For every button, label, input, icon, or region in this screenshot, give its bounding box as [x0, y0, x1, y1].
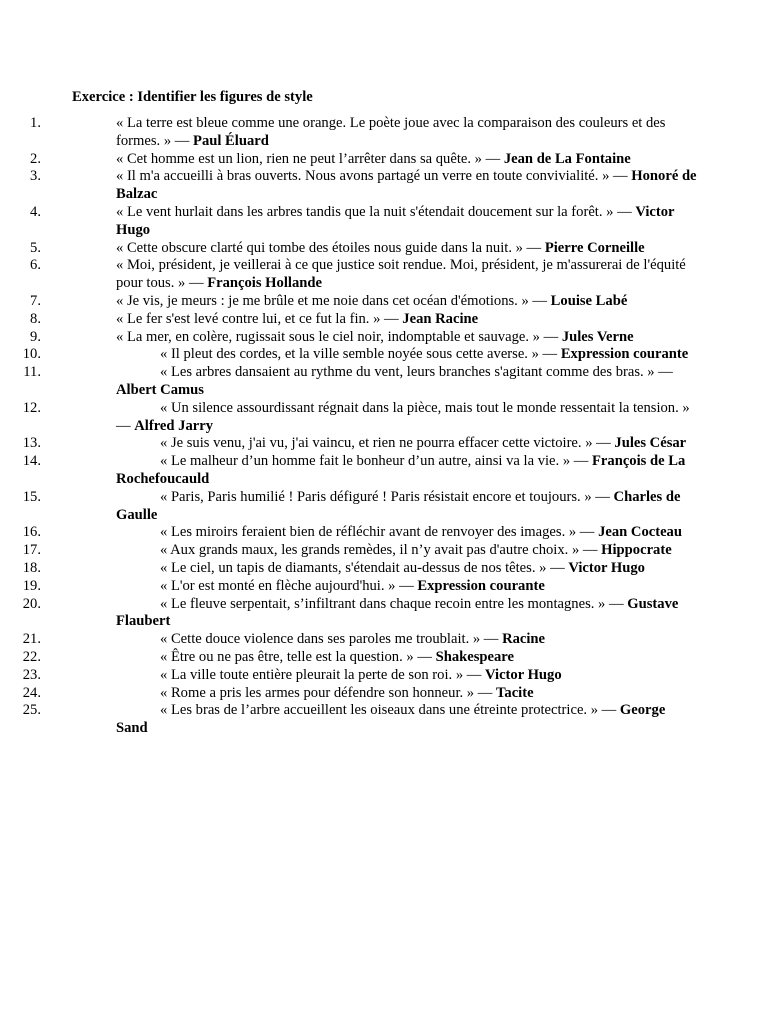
quote-text: « Le fer s'est levé contre lui, et ce fut la fin. » —	[116, 310, 399, 327]
item-number: 17.	[22, 542, 41, 559]
quote-item	[0, 489, 700, 525]
quote-item	[0, 685, 700, 703]
quote-author: Hippocrate	[601, 542, 672, 559]
quote-item	[0, 578, 700, 596]
quote-item	[0, 293, 700, 311]
quote-item	[0, 524, 700, 542]
quote-author: Honoré de Balzac	[116, 168, 697, 203]
quote-author: Expression courante	[417, 577, 545, 594]
item-number: 6.	[30, 257, 41, 274]
quote-item	[0, 649, 700, 667]
quote-item	[0, 702, 700, 738]
quote-item	[0, 240, 700, 258]
quote-item	[0, 168, 700, 204]
quote-item	[0, 453, 700, 489]
item-number: 23.	[22, 666, 41, 683]
quote-text: « La terre est bleue comme une orange. Le poète joue avec la comparaison des couleurs et des formes. » —	[116, 115, 666, 149]
quote-author: George Sand	[116, 702, 666, 737]
item-number: 2.	[30, 150, 41, 167]
quote-author: Louise Labé	[550, 292, 628, 309]
item-number: 10.	[22, 346, 41, 363]
item-number: 16.	[22, 524, 41, 541]
quote-author: Shakespeare	[435, 648, 514, 665]
quote-item	[0, 204, 700, 240]
item-number: 20.	[22, 595, 41, 612]
quote-text: « Cet homme est un lion, rien ne peut l’arrêter dans sa quête. » —	[116, 150, 501, 167]
quote-item	[0, 631, 700, 649]
quote-text: « Je vis, je meurs : je me brûle et me noie dans cet océan d'émotions. » —	[116, 292, 548, 309]
quote-author: Albert Camus	[116, 381, 204, 398]
quote-author: Jean Racine	[402, 310, 479, 327]
quote-text: « Il pleut des cordes, et la ville semble noyée sous cette averse. » —	[160, 346, 558, 363]
quote-item	[0, 151, 700, 169]
quote-author: Expression courante	[560, 346, 689, 363]
item-number: 3.	[30, 168, 41, 185]
quote-author: Charles de Gaulle	[116, 488, 681, 523]
item-number: 18.	[22, 559, 41, 576]
quote-text: « Moi, président, je veillerai à ce que justice soit rendue. Moi, président, je m'assurerai de l'équité pour tous. » —	[116, 257, 686, 292]
quote-item	[0, 542, 700, 560]
quote-text: « Aux grands maux, les grands remèdes, il n’y avait pas d'autre choix. » —	[160, 542, 598, 559]
quote-item	[0, 329, 700, 347]
quote-item	[0, 560, 700, 578]
quote-item	[0, 115, 700, 151]
item-number: 19.	[22, 577, 41, 594]
quote-item	[0, 435, 700, 453]
quote-text: « Paris, Paris humilié ! Paris défiguré ! Paris résistait encore et toujours. » —	[160, 488, 610, 505]
quote-text: « Cette obscure clarté qui tombe des étoiles nous guide dans la nuit. » —	[116, 239, 542, 256]
item-number: 9.	[30, 328, 41, 345]
quote-author: François de La Rochefoucauld	[116, 453, 686, 487]
quote-item	[0, 364, 700, 400]
quote-list	[0, 115, 700, 738]
item-number: 14.	[22, 453, 41, 470]
quote-text: « Les arbres dansaient au rythme du vent, leurs branches s'agitant comme des bras. » —	[160, 364, 673, 381]
quote-item	[0, 667, 700, 685]
item-number: 15.	[22, 488, 41, 505]
item-number: 11.	[23, 364, 41, 381]
quote-text: « Le ciel, un tapis de diamants, s'étendait au-dessus de nos têtes. » —	[160, 559, 565, 576]
item-number: 25.	[22, 702, 41, 719]
item-number: 21.	[22, 631, 41, 648]
quote-text: « Le fleuve serpentait, s’infiltrant dans chaque recoin entre les montagnes. » —	[160, 595, 624, 612]
quote-text: « L'or est monté en flèche aujourd'hui. » —	[160, 577, 414, 594]
quote-text: « Les miroirs feraient bien de réfléchir avant de renvoyer des images. » —	[160, 524, 595, 541]
quote-text: « Les bras de l’arbre accueillent les oiseaux dans une étreinte protectrice. » —	[160, 702, 617, 719]
quote-text: « Le malheur d’un homme fait le bonheur d’un autre, ainsi va la vie. » —	[160, 453, 589, 470]
item-number: 8.	[30, 310, 41, 327]
quote-author: Alfred Jarry	[134, 417, 214, 434]
quote-item	[0, 311, 700, 329]
quote-text: « La mer, en colère, rugissait sous le ciel noir, indomptable et sauvage. » —	[116, 328, 559, 345]
quote-author: Victor Hugo	[116, 203, 675, 238]
quote-text: « Rome a pris les armes pour défendre son honneur. » —	[160, 684, 493, 701]
quote-author: Victor Hugo	[485, 666, 562, 683]
quote-author: Tacite	[496, 684, 534, 701]
quote-item	[0, 596, 700, 632]
quote-author: Jean de La Fontaine	[503, 150, 631, 167]
quote-author: Racine	[502, 631, 546, 648]
quote-author: Jules César	[614, 435, 687, 452]
quote-text: « Être ou ne pas être, telle est la question. » —	[160, 648, 432, 665]
quote-text: « Le vent hurlait dans les arbres tandis que la nuit s'étendait doucement sur la forêt. » —	[116, 203, 632, 220]
quote-text: « Cette douce violence dans ses paroles me troublait. » —	[160, 631, 499, 648]
item-number: 13.	[22, 435, 41, 452]
quote-author: Pierre Corneille	[544, 239, 645, 256]
quote-author: Paul Éluard	[193, 132, 269, 149]
quote-item	[0, 257, 700, 293]
item-number: 12.	[22, 399, 41, 416]
quote-author: Gustave Flaubert	[116, 595, 679, 630]
quote-text: « Il m'a accueilli à bras ouverts. Nous avons partagé un verre en toute convivialité. » —	[116, 168, 628, 185]
item-number: 1.	[30, 115, 41, 131]
quote-text: « La ville toute entière pleurait la perte de son roi. » —	[160, 666, 482, 683]
exercise-title: Exercice : Identifier les figures de style	[72, 89, 313, 105]
item-number: 22.	[22, 648, 41, 665]
item-number: 5.	[30, 239, 41, 256]
item-number: 24.	[22, 684, 41, 701]
quote-item	[0, 400, 700, 436]
quote-text: « Un silence assourdissant régnait dans la pièce, mais tout le monde ressentait la tension. » —	[116, 399, 690, 434]
quote-text: « Je suis venu, j'ai vu, j'ai vaincu, et rien ne pourra effacer cette victoire. » —	[160, 435, 611, 452]
item-number: 7.	[30, 292, 41, 309]
item-number: 4.	[30, 203, 41, 220]
quote-author: Jules Verne	[561, 328, 634, 345]
quote-author: Jean Cocteau	[598, 524, 682, 541]
quote-author: François Hollande	[207, 275, 322, 292]
quote-item	[0, 346, 700, 364]
quote-author: Victor Hugo	[568, 559, 645, 576]
